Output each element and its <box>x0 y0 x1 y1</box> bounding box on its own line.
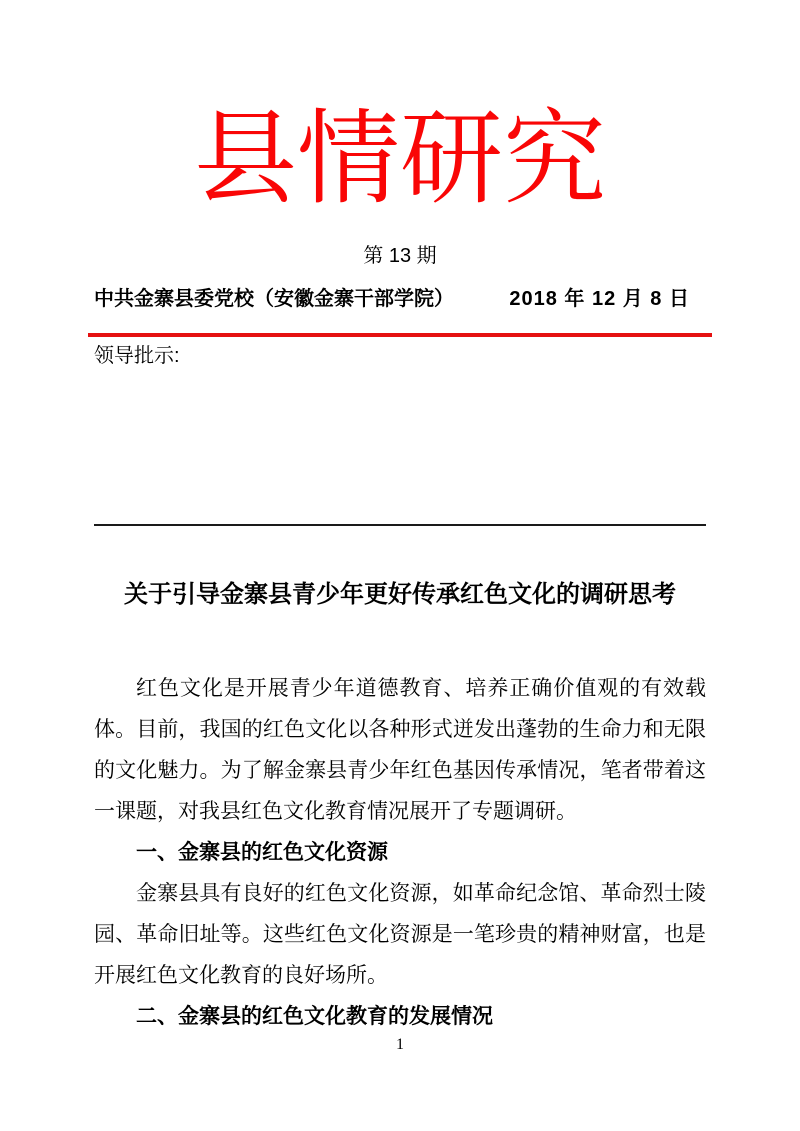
leader-comments-label: 领导批示: <box>94 345 180 367</box>
article-body <box>94 668 706 1037</box>
publication-date: 2018 年 12 月 8 日 <box>509 288 690 310</box>
article-paragraph: 金寨县具有良好的红色文化资源，如革命纪念馆、革命烈士陵园、革命旧址等。这些红色文化资源是一笔珍贵的精神财富，也是开展红色文化教育的良好场所。 <box>94 881 706 987</box>
issue-number: 第 13 期 <box>363 245 437 267</box>
section-heading-1: 一、金寨县的红色文化资源 <box>136 840 388 864</box>
publisher-name: 中共金寨县委党校（安徽金寨干部学院） <box>94 288 454 310</box>
section-heading-2: 二、金寨县的红色文化教育的发展情况 <box>136 1004 493 1028</box>
page-number: 1 <box>396 1036 404 1053</box>
red-divider-rule <box>88 333 712 337</box>
article-title: 关于引导金寨县青少年更好传承红色文化的调研思考 <box>124 581 676 608</box>
article-paragraph: 红色文化是开展青少年道德教育、培养正确价值观的有效载体。目前，我国的红色文化以各种形式迸发出蓬勃的生命力和无限的文化魅力。为了解金寨县青少年红色基因传承情况，笔者带着这一课题，对我县红色文化教育情况展开了专题调研。 <box>94 676 706 823</box>
section-divider-rule <box>94 524 706 526</box>
publisher-row <box>94 286 706 312</box>
masthead-title: 县情研究 <box>194 101 606 216</box>
